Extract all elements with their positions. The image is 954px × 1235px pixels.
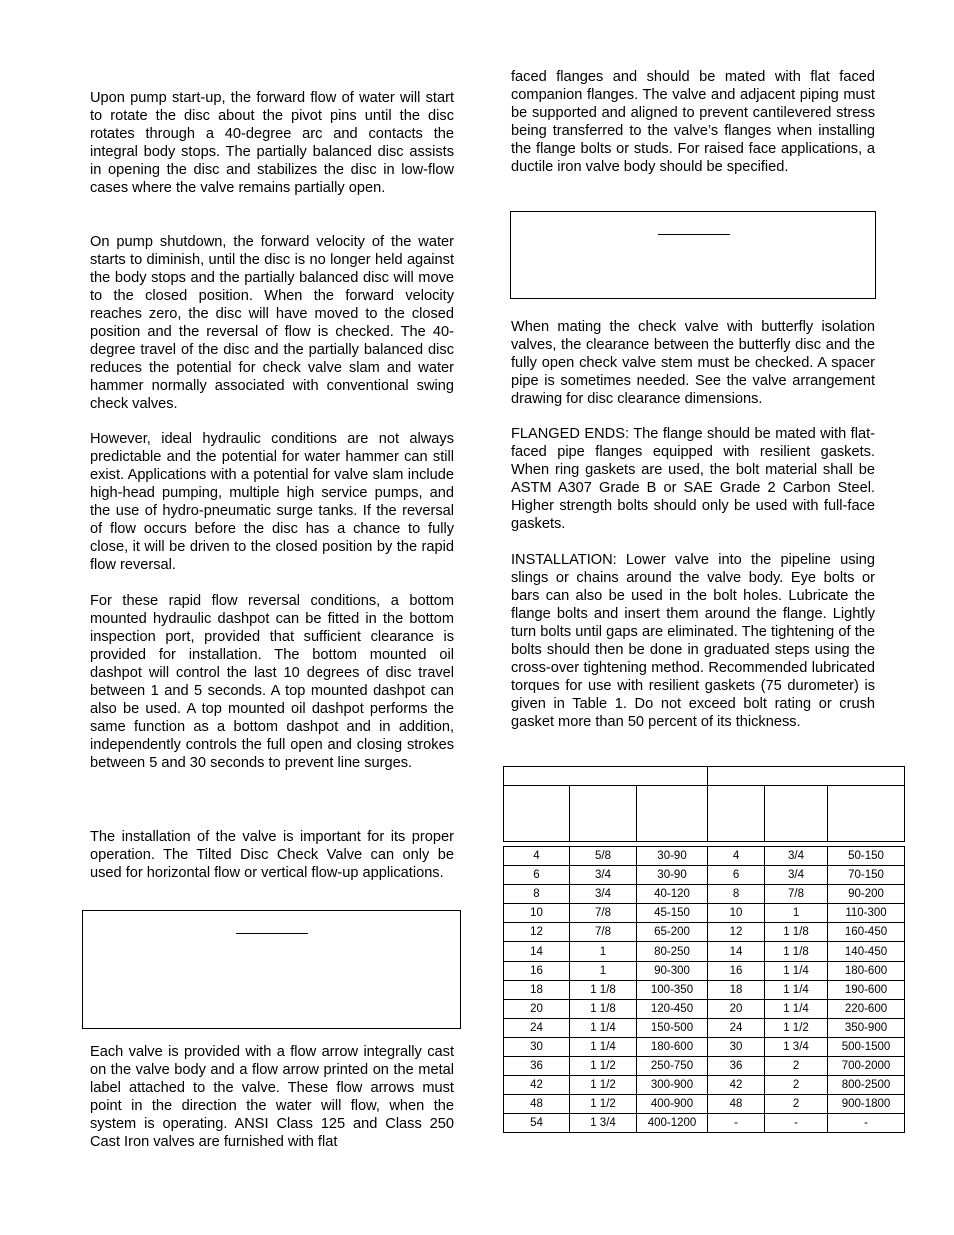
cell-valve-size: 20	[504, 999, 570, 1018]
valve-size-header	[708, 786, 765, 842]
cell-bolt-size: 2	[765, 1057, 828, 1076]
cell-torque: 400-900	[637, 1095, 708, 1114]
cell-bolt-size: 1 1/4	[765, 961, 828, 980]
cell-valve-size: 6	[504, 866, 570, 885]
cell-bolt-size: 1 1/4	[765, 999, 828, 1018]
cell-valve-size: 12	[504, 923, 570, 942]
table-row	[504, 1057, 905, 1076]
cell-torque: 220-600	[828, 999, 905, 1018]
cell-bolt-size: 7/8	[570, 923, 637, 942]
table-row	[504, 999, 905, 1018]
cell-valve-size: 8	[504, 885, 570, 904]
class-125-header	[504, 767, 708, 786]
cell-bolt-size: 1 1/8	[570, 980, 637, 999]
bolt-size-header	[765, 786, 828, 842]
cell-valve-size: 48	[708, 1095, 765, 1114]
cell-valve-size: 16	[504, 961, 570, 980]
cell-valve-size: 54	[504, 1114, 570, 1133]
cell-bolt-size: 1 1/4	[570, 1037, 637, 1056]
cell-valve-size: 14	[504, 942, 570, 961]
cell-torque: 70-150	[828, 866, 905, 885]
cell-torque: 150-500	[637, 1018, 708, 1037]
cell-bolt-size: 1 1/2	[570, 1057, 637, 1076]
cell-torque: 110-300	[828, 904, 905, 923]
table-row	[504, 847, 905, 866]
torque-table-group-header	[504, 767, 905, 786]
cell-bolt-size: 1 1/2	[765, 1018, 828, 1037]
paragraph-flow-arrow: Each valve is provided with a flow arrow integrally cast on the valve body and a flow arrow printed on the metal label attached to the valve. These flow arrows must point in the direction the water will flow, when the system is operating. ANSI Class 125 and Class 250 Cast Iron valves are furnished with flat	[90, 1044, 454, 1150]
table-row	[504, 1114, 905, 1133]
cell-torque: 100-350	[637, 980, 708, 999]
table-row	[504, 961, 905, 980]
cell-torque: 50-150	[828, 847, 905, 866]
cell-torque: 30-90	[637, 847, 708, 866]
cell-torque: 700-2000	[828, 1057, 905, 1076]
cell-valve-size: 36	[504, 1057, 570, 1076]
cell-valve-size: 14	[708, 942, 765, 961]
cell-valve-size: 4	[708, 847, 765, 866]
cell-valve-size: 16	[708, 961, 765, 980]
table-row	[504, 885, 905, 904]
torque-header	[637, 786, 708, 842]
table-row	[504, 866, 905, 885]
cell-bolt-size: 1 1/8	[765, 942, 828, 961]
table-row	[504, 942, 905, 961]
cell-bolt-size: -	[765, 1114, 828, 1133]
cell-torque: 160-450	[828, 923, 905, 942]
caution-box-rule	[658, 234, 730, 235]
torque-table	[503, 766, 905, 1133]
paragraph-startup: Upon pump start-up, the forward flow of water will start to rotate the disc about the pivot pins until the disc rotates through a 40-degree arc and contacts the integral body stops. The partially balanced disc assists in opening the disc and stabilizes the disc in low-flow cases where the valve remains partially open.	[90, 90, 454, 196]
cell-valve-size: 30	[708, 1037, 765, 1056]
cell-bolt-size: 1	[570, 942, 637, 961]
valve-size-header	[504, 786, 570, 842]
cell-bolt-size: 2	[765, 1095, 828, 1114]
table-row	[504, 923, 905, 942]
cell-torque: 30-90	[637, 866, 708, 885]
cell-valve-size: 24	[708, 1018, 765, 1037]
cell-torque: 500-1500	[828, 1037, 905, 1056]
cell-torque: 250-750	[637, 1057, 708, 1076]
table-row	[504, 1018, 905, 1037]
torque-header	[828, 786, 905, 842]
caution-box-left	[82, 910, 461, 1029]
torque-table-column-header	[504, 786, 905, 842]
cell-torque: 180-600	[828, 961, 905, 980]
bolt-size-header	[570, 786, 637, 842]
cell-torque: 65-200	[637, 923, 708, 942]
cell-torque: 350-900	[828, 1018, 905, 1037]
paragraph-water-hammer: However, ideal hydraulic conditions are not always predictable and the potential for water hammer can still exist. Applications with a potential for valve slam include high-head pumping, multiple high service pumps, and the use of hydro-pneumatic surge tanks. If the reversal of flow occurs before the disc has a chance to fully close, it will be driven to the closed position by the rapid flow reversal.	[90, 431, 454, 573]
caution-box-rule	[236, 933, 308, 934]
paragraph-flanged-ends: FLANGED ENDS: The flange should be mated with flat-faced pipe flanges equipped with resilient gaskets. When ring gaskets are used, the bolt material shall be ASTM A307 Grade B or SAE Grade 2 Carbon Steel. Higher strength bolts should only be used with full-face gaskets.	[511, 426, 875, 532]
paragraph-installation: INSTALLATION: Lower valve into the pipeline using slings or chains around the valve body. Eye bolts or bars can also be used in the bolt holes. Lubricate the flange bolts and insert them around the flange. Lightly turn bolts until gaps are eliminated. The tightening of the bolts should then be done in graduated steps using the cross-over tightening method. Recommended lubricated torques for use with resilient gaskets (75 durometer) is given in Table 1. Do not exceed bolt rating or crush gasket more than 50 percent of its thickness.	[511, 552, 875, 730]
cell-torque: -	[828, 1114, 905, 1133]
cell-valve-size: -	[708, 1114, 765, 1133]
cell-bolt-size: 3/4	[570, 885, 637, 904]
cell-torque: 120-450	[637, 999, 708, 1018]
cell-bolt-size: 1	[765, 904, 828, 923]
cell-torque: 180-600	[637, 1037, 708, 1056]
table-row	[504, 904, 905, 923]
cell-valve-size: 36	[708, 1057, 765, 1076]
cell-bolt-size: 1	[570, 961, 637, 980]
cell-valve-size: 42	[708, 1076, 765, 1095]
cell-bolt-size: 1 1/2	[570, 1095, 637, 1114]
cell-bolt-size: 1 1/4	[570, 1018, 637, 1037]
table-row	[504, 1037, 905, 1056]
cell-torque: 80-250	[637, 942, 708, 961]
table-row	[504, 1076, 905, 1095]
cell-bolt-size: 7/8	[765, 885, 828, 904]
cell-torque: 190-600	[828, 980, 905, 999]
cell-valve-size: 48	[504, 1095, 570, 1114]
cell-bolt-size: 3/4	[765, 866, 828, 885]
cell-bolt-size: 3/4	[570, 866, 637, 885]
cell-bolt-size: 1 3/4	[765, 1037, 828, 1056]
cell-valve-size: 10	[504, 904, 570, 923]
cell-bolt-size: 3/4	[765, 847, 828, 866]
cell-valve-size: 10	[708, 904, 765, 923]
cell-valve-size: 18	[708, 980, 765, 999]
cell-valve-size: 6	[708, 866, 765, 885]
table-row	[504, 980, 905, 999]
cell-torque: 300-900	[637, 1076, 708, 1095]
paragraph-dashpot: For these rapid flow reversal conditions, a bottom mounted hydraulic dashpot can be fitted in the bottom inspection port, provided that sufficient clearance is provided for installation. The bottom mounted oil dashpot will control the last 10 degrees of disc travel between 1 and 5 seconds. A top mounted dashpot can also be used. A top mounted oil dashpot performs the same function as a bottom dashpot and in addition, independently controls the full open and closing strokes between 5 and 30 seconds to prevent line surges.	[90, 593, 454, 771]
cell-bolt-size: 5/8	[570, 847, 637, 866]
cell-torque: 800-2500	[828, 1076, 905, 1095]
cell-valve-size: 4	[504, 847, 570, 866]
cell-valve-size: 12	[708, 923, 765, 942]
paragraph-butterfly-valves: When mating the check valve with butterfly isolation valves, the clearance between the butterfly disc and the fully open check valve stem must be checked. A spacer pipe is sometimes needed. See the valve arrangement drawing for disc clearance dimensions.	[511, 319, 875, 407]
class-250-header	[708, 767, 905, 786]
cell-valve-size: 42	[504, 1076, 570, 1095]
caution-box-right	[510, 211, 876, 299]
cell-torque: 900-1800	[828, 1095, 905, 1114]
cell-bolt-size: 1 1/8	[570, 999, 637, 1018]
cell-bolt-size: 1 1/4	[765, 980, 828, 999]
cell-bolt-size: 1 1/8	[765, 923, 828, 942]
paragraph-shutdown: On pump shutdown, the forward velocity of the water starts to diminish, until the disc is no longer held against the body stops and the partially balanced disc will move to the closed position. When the forward velocity reaches zero, the disc will have moved to the closed position and the reversal of flow is checked. The 40-degree travel of the disc and the partially balanced disc reduces the potential for check valve slam and water hammer normally associated with conventional swing check valves.	[90, 234, 454, 412]
table-row	[504, 1095, 905, 1114]
paragraph-flat-faced-flanges: faced flanges and should be mated with flat faced companion flanges. The valve and adjacent piping must be supported and aligned to prevent cantilevered stress being transferred to the valve’s flanges when installing the flange bolts or studs. For raised face applications, a ductile iron valve body should be specified.	[511, 69, 875, 175]
cell-valve-size: 30	[504, 1037, 570, 1056]
cell-bolt-size: 2	[765, 1076, 828, 1095]
cell-torque: 90-200	[828, 885, 905, 904]
cell-torque: 90-300	[637, 961, 708, 980]
cell-bolt-size: 7/8	[570, 904, 637, 923]
cell-valve-size: 8	[708, 885, 765, 904]
cell-torque: 400-1200	[637, 1114, 708, 1133]
cell-valve-size: 18	[504, 980, 570, 999]
cell-torque: 140-450	[828, 942, 905, 961]
cell-bolt-size: 1 1/2	[570, 1076, 637, 1095]
cell-torque: 40-120	[637, 885, 708, 904]
cell-valve-size: 20	[708, 999, 765, 1018]
cell-valve-size: 24	[504, 1018, 570, 1037]
cell-bolt-size: 1 3/4	[570, 1114, 637, 1133]
paragraph-installation-intro: The installation of the valve is important for its proper operation. The Tilted Disc Check Valve can only be used for horizontal flow or vertical flow-up applications.	[90, 829, 454, 881]
cell-torque: 45-150	[637, 904, 708, 923]
